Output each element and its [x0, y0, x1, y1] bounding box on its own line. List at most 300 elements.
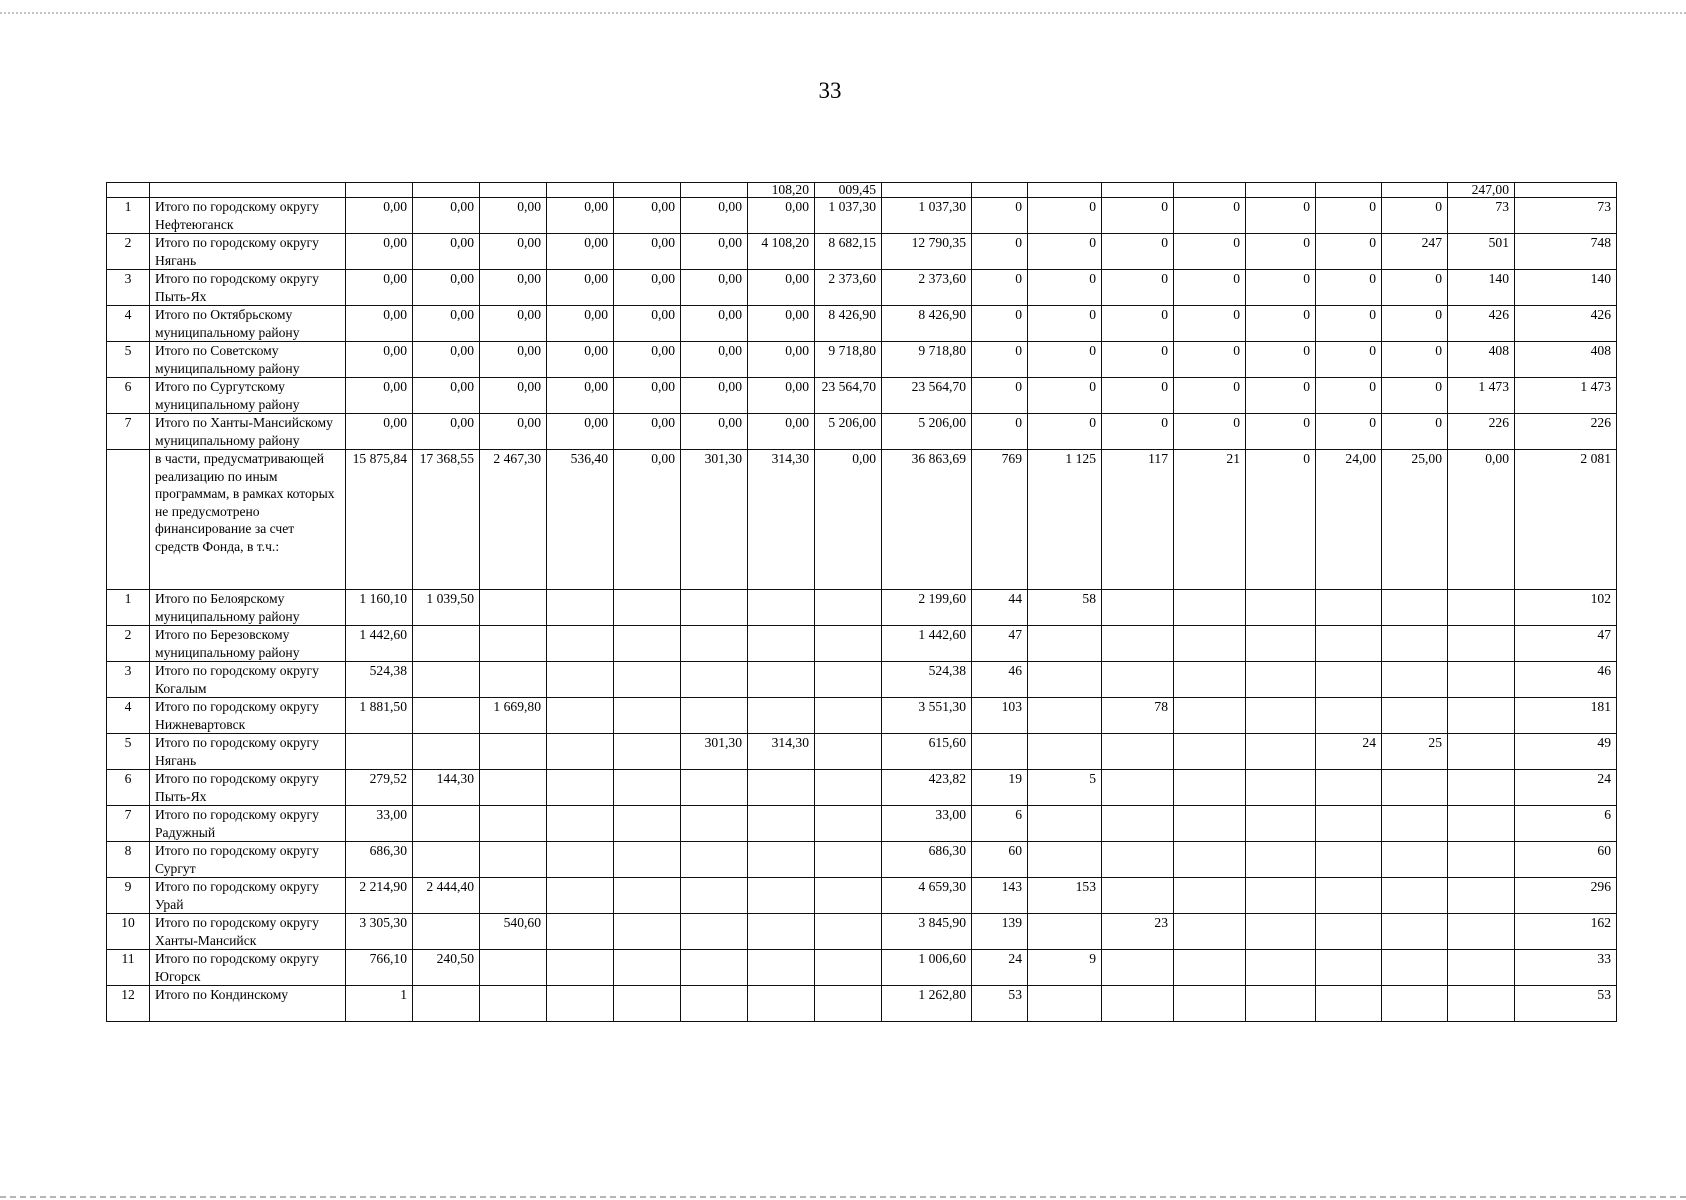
row-number: 5: [107, 734, 150, 770]
value-cell: 24,00: [1316, 450, 1382, 590]
value-cell: 0: [1316, 306, 1382, 342]
value-cell: 0: [1246, 198, 1316, 234]
value-cell: 501: [1448, 234, 1515, 270]
cell: [614, 183, 681, 198]
value-cell: [681, 950, 748, 986]
row-label: Итого по городскому округу Нягань: [150, 234, 346, 270]
value-cell: 0: [1102, 414, 1174, 450]
value-cell: [1316, 914, 1382, 950]
value-cell: 0: [972, 270, 1028, 306]
value-cell: [748, 662, 815, 698]
row-label: Итого по городскому округу Югорск: [150, 950, 346, 986]
value-cell: 766,10: [346, 950, 413, 986]
value-cell: [1448, 734, 1515, 770]
value-cell: [1382, 842, 1448, 878]
value-cell: [1382, 626, 1448, 662]
value-cell: [547, 878, 614, 914]
value-cell: [681, 914, 748, 950]
value-cell: [1028, 734, 1102, 770]
value-cell: 33,00: [882, 806, 972, 842]
value-cell: [1246, 986, 1316, 1022]
value-cell: 60: [1515, 842, 1617, 878]
value-cell: [547, 914, 614, 950]
value-cell: 23 564,70: [882, 378, 972, 414]
value-cell: [1316, 698, 1382, 734]
value-cell: 301,30: [681, 450, 748, 590]
value-cell: 0: [1316, 342, 1382, 378]
value-cell: 0: [1316, 270, 1382, 306]
value-cell: 2 214,90: [346, 878, 413, 914]
value-cell: 0: [1102, 306, 1174, 342]
value-cell: 0,00: [748, 378, 815, 414]
table-row: [107, 950, 1617, 986]
value-cell: [748, 770, 815, 806]
value-cell: [413, 662, 480, 698]
value-cell: [1028, 662, 1102, 698]
value-cell: 0,00: [413, 234, 480, 270]
value-cell: 0,00: [480, 198, 547, 234]
table-row: [107, 734, 1617, 770]
value-cell: 0,00: [614, 450, 681, 590]
value-cell: [413, 986, 480, 1022]
value-cell: [547, 842, 614, 878]
value-cell: 12 790,35: [882, 234, 972, 270]
scan-edge-top: [0, 12, 1686, 14]
cell: [681, 183, 748, 198]
cell: 009,45: [815, 183, 882, 198]
cell: [1102, 183, 1174, 198]
value-cell: [815, 914, 882, 950]
value-cell: 0,00: [681, 414, 748, 450]
value-cell: [614, 590, 681, 626]
value-cell: 21: [1174, 450, 1246, 590]
value-cell: 226: [1515, 414, 1617, 450]
value-cell: 139: [972, 914, 1028, 950]
value-cell: [480, 842, 547, 878]
scan-edge-bottom: [0, 1196, 1686, 1198]
value-cell: 2 373,60: [815, 270, 882, 306]
value-cell: 0: [1102, 378, 1174, 414]
cell: [346, 183, 413, 198]
value-cell: 6: [1515, 806, 1617, 842]
value-cell: [815, 878, 882, 914]
value-cell: 8 426,90: [882, 306, 972, 342]
value-cell: [1102, 986, 1174, 1022]
row-label: Итого по городскому округу Пыть-Ях: [150, 270, 346, 306]
value-cell: [1246, 734, 1316, 770]
value-cell: [815, 842, 882, 878]
cell: [413, 183, 480, 198]
value-cell: [1246, 626, 1316, 662]
row-number: 2: [107, 626, 150, 662]
value-cell: [1316, 770, 1382, 806]
value-cell: 24: [972, 950, 1028, 986]
value-cell: 5 206,00: [815, 414, 882, 450]
value-cell: 0,00: [346, 306, 413, 342]
value-cell: 0,00: [748, 414, 815, 450]
value-cell: [1246, 842, 1316, 878]
row-label: Итого по городскому округу Когалым: [150, 662, 346, 698]
row-number: 12: [107, 986, 150, 1022]
page-number: 33: [818, 78, 842, 103]
value-cell: [1102, 842, 1174, 878]
value-cell: [748, 986, 815, 1022]
row-label: в части, предусматривающей реализацию по иным программам, в рамках которых не предусмотрено финансирование за счет средств Фонда, в т.ч.:: [150, 450, 346, 590]
value-cell: 0,00: [748, 198, 815, 234]
value-cell: 314,30: [748, 734, 815, 770]
value-cell: 9: [1028, 950, 1102, 986]
value-cell: [547, 986, 614, 1022]
table-row: [107, 414, 1617, 450]
value-cell: [1102, 770, 1174, 806]
row-number: 1: [107, 198, 150, 234]
value-cell: 23 564,70: [815, 378, 882, 414]
value-cell: [1448, 662, 1515, 698]
value-cell: [1316, 806, 1382, 842]
row-label: Итого по Ханты-Мансийскому муниципальному району: [150, 414, 346, 450]
value-cell: 2 467,30: [480, 450, 547, 590]
value-cell: [815, 662, 882, 698]
value-cell: 524,38: [882, 662, 972, 698]
table-row: [107, 770, 1617, 806]
value-cell: [1028, 842, 1102, 878]
value-cell: 0: [1174, 342, 1246, 378]
value-cell: 0,00: [681, 270, 748, 306]
row-number: 9: [107, 878, 150, 914]
value-cell: [1174, 590, 1246, 626]
value-cell: [480, 806, 547, 842]
value-cell: 0,00: [480, 342, 547, 378]
value-cell: 0: [1382, 342, 1448, 378]
value-cell: [815, 734, 882, 770]
row-number: 3: [107, 270, 150, 306]
value-cell: [547, 626, 614, 662]
value-cell: 0,00: [413, 414, 480, 450]
value-cell: [1102, 878, 1174, 914]
value-cell: 44: [972, 590, 1028, 626]
row-number: 11: [107, 950, 150, 986]
value-cell: 301,30: [681, 734, 748, 770]
value-cell: 53: [1515, 986, 1617, 1022]
value-cell: 0: [1028, 378, 1102, 414]
value-cell: [1246, 698, 1316, 734]
value-cell: 53: [972, 986, 1028, 1022]
value-cell: 0: [1102, 342, 1174, 378]
value-cell: 0,00: [346, 270, 413, 306]
cell: [107, 183, 150, 198]
row-number: 7: [107, 806, 150, 842]
value-cell: 3 551,30: [882, 698, 972, 734]
value-cell: [614, 770, 681, 806]
value-cell: 73: [1515, 198, 1617, 234]
value-cell: 144,30: [413, 770, 480, 806]
value-cell: 181: [1515, 698, 1617, 734]
row-label: Итого по Белоярскому муниципальному району: [150, 590, 346, 626]
value-cell: 0: [1316, 414, 1382, 450]
value-cell: 23: [1102, 914, 1174, 950]
value-cell: 1: [346, 986, 413, 1022]
value-cell: [681, 842, 748, 878]
value-cell: 226: [1448, 414, 1515, 450]
value-cell: 103: [972, 698, 1028, 734]
value-cell: [815, 806, 882, 842]
value-cell: [1448, 698, 1515, 734]
row-label: Итого по городскому округу Ханты-Мансийск: [150, 914, 346, 950]
data-table: [106, 182, 1617, 1022]
value-cell: [480, 986, 547, 1022]
value-cell: 0: [1246, 378, 1316, 414]
value-cell: 0,00: [614, 342, 681, 378]
value-cell: [1316, 842, 1382, 878]
row-label: Итого по Кондинскому: [150, 986, 346, 1022]
value-cell: [681, 626, 748, 662]
row-number: 7: [107, 414, 150, 450]
row-label: Итого по городскому округу Радужный: [150, 806, 346, 842]
value-cell: 426: [1515, 306, 1617, 342]
row-number: 6: [107, 378, 150, 414]
row-label: Итого по Сургутскому муниципальному району: [150, 378, 346, 414]
value-cell: [480, 734, 547, 770]
row-number: 10: [107, 914, 150, 950]
value-cell: 60: [972, 842, 1028, 878]
value-cell: 748: [1515, 234, 1617, 270]
row-label: Итого по Березовскому муниципальному району: [150, 626, 346, 662]
value-cell: 686,30: [346, 842, 413, 878]
value-cell: 0,00: [614, 234, 681, 270]
table-row: [107, 626, 1617, 662]
value-cell: [1382, 878, 1448, 914]
value-cell: 0,00: [681, 234, 748, 270]
value-cell: [547, 770, 614, 806]
value-cell: [547, 734, 614, 770]
value-cell: [1448, 914, 1515, 950]
value-cell: 46: [972, 662, 1028, 698]
table-row: [107, 198, 1617, 234]
value-cell: 0: [972, 414, 1028, 450]
value-cell: 0: [1028, 306, 1102, 342]
value-cell: [413, 734, 480, 770]
value-cell: 102: [1515, 590, 1617, 626]
value-cell: [681, 878, 748, 914]
row-label: Итого по Советскому муниципальному району: [150, 342, 346, 378]
value-cell: [1246, 662, 1316, 698]
value-cell: [1382, 662, 1448, 698]
value-cell: [1028, 806, 1102, 842]
row-number: 2: [107, 234, 150, 270]
value-cell: [1382, 698, 1448, 734]
value-cell: 0: [1028, 342, 1102, 378]
value-cell: [1102, 734, 1174, 770]
value-cell: 0: [1102, 198, 1174, 234]
value-cell: 0,00: [748, 342, 815, 378]
value-cell: [1448, 770, 1515, 806]
value-cell: 8 682,15: [815, 234, 882, 270]
value-cell: [614, 986, 681, 1022]
table-row: [107, 662, 1617, 698]
value-cell: [1316, 986, 1382, 1022]
value-cell: [815, 986, 882, 1022]
value-cell: 1 125: [1028, 450, 1102, 590]
cell: [1316, 183, 1382, 198]
value-cell: [1028, 698, 1102, 734]
cell: [1174, 183, 1246, 198]
value-cell: 73: [1448, 198, 1515, 234]
value-cell: [815, 590, 882, 626]
value-cell: [480, 662, 547, 698]
value-cell: 0: [1316, 378, 1382, 414]
value-cell: 314,30: [748, 450, 815, 590]
table-row: [107, 698, 1617, 734]
value-cell: 0,00: [346, 234, 413, 270]
table-row: [107, 342, 1617, 378]
value-cell: 140: [1515, 270, 1617, 306]
row-label: Итого по городскому округу Сургут: [150, 842, 346, 878]
table-row: [107, 306, 1617, 342]
value-cell: 1 669,80: [480, 698, 547, 734]
value-cell: 6: [972, 806, 1028, 842]
value-cell: [1102, 626, 1174, 662]
value-cell: [1448, 986, 1515, 1022]
value-cell: [614, 950, 681, 986]
value-cell: [614, 698, 681, 734]
value-cell: 0,00: [480, 414, 547, 450]
value-cell: 536,40: [547, 450, 614, 590]
value-cell: 0,00: [547, 342, 614, 378]
value-cell: 1 881,50: [346, 698, 413, 734]
value-cell: 0,00: [480, 234, 547, 270]
value-cell: [614, 734, 681, 770]
value-cell: [681, 698, 748, 734]
value-cell: [1246, 770, 1316, 806]
value-cell: 2 373,60: [882, 270, 972, 306]
value-cell: 0: [1382, 378, 1448, 414]
value-cell: 279,52: [346, 770, 413, 806]
value-cell: 0: [1174, 234, 1246, 270]
value-cell: [614, 878, 681, 914]
value-cell: [1102, 590, 1174, 626]
value-cell: 0: [1174, 198, 1246, 234]
value-cell: 0,00: [681, 306, 748, 342]
value-cell: 1 037,30: [882, 198, 972, 234]
value-cell: 0,00: [614, 198, 681, 234]
value-cell: 1 006,60: [882, 950, 972, 986]
value-cell: [1316, 878, 1382, 914]
value-cell: [1246, 590, 1316, 626]
value-cell: 0: [1174, 306, 1246, 342]
value-cell: 1 160,10: [346, 590, 413, 626]
value-cell: [748, 806, 815, 842]
value-cell: [1448, 950, 1515, 986]
table-row: [107, 842, 1617, 878]
value-cell: [1174, 662, 1246, 698]
row-label: Итого по городскому округу Нефтеюганск: [150, 198, 346, 234]
value-cell: [681, 590, 748, 626]
value-cell: [1448, 590, 1515, 626]
value-cell: 247: [1382, 234, 1448, 270]
value-cell: 36 863,69: [882, 450, 972, 590]
value-cell: 0,00: [547, 198, 614, 234]
value-cell: [480, 590, 547, 626]
table-body: [107, 183, 1617, 1022]
value-cell: 0,00: [346, 342, 413, 378]
cell: [150, 183, 346, 198]
value-cell: [1174, 878, 1246, 914]
value-cell: 117: [1102, 450, 1174, 590]
value-cell: [413, 806, 480, 842]
value-cell: [1028, 986, 1102, 1022]
value-cell: [1316, 590, 1382, 626]
value-cell: [1316, 626, 1382, 662]
table-row: [107, 590, 1617, 626]
value-cell: 0: [1246, 342, 1316, 378]
table-row-section: [107, 450, 1617, 590]
table-row: [107, 806, 1617, 842]
row-number: 4: [107, 698, 150, 734]
value-cell: [681, 770, 748, 806]
value-cell: [1102, 806, 1174, 842]
value-cell: 0,00: [480, 378, 547, 414]
value-cell: 0: [1174, 378, 1246, 414]
value-cell: 0: [972, 306, 1028, 342]
row-number: [107, 450, 150, 590]
value-cell: 0,00: [748, 306, 815, 342]
value-cell: 0: [1382, 414, 1448, 450]
value-cell: 0: [1028, 270, 1102, 306]
row-number: 5: [107, 342, 150, 378]
value-cell: [1382, 986, 1448, 1022]
value-cell: 1 039,50: [413, 590, 480, 626]
value-cell: [1102, 950, 1174, 986]
value-cell: 0,00: [547, 270, 614, 306]
value-cell: 2 081: [1515, 450, 1617, 590]
value-cell: [1174, 626, 1246, 662]
value-cell: [1102, 662, 1174, 698]
value-cell: [547, 950, 614, 986]
value-cell: [480, 950, 547, 986]
value-cell: 408: [1448, 342, 1515, 378]
value-cell: 0: [1028, 234, 1102, 270]
value-cell: 0,00: [681, 198, 748, 234]
value-cell: 143: [972, 878, 1028, 914]
value-cell: 15 875,84: [346, 450, 413, 590]
value-cell: 0,00: [614, 270, 681, 306]
value-cell: 4 108,20: [748, 234, 815, 270]
value-cell: 3 845,90: [882, 914, 972, 950]
value-cell: 0: [1382, 198, 1448, 234]
value-cell: 0,00: [413, 270, 480, 306]
value-cell: [815, 770, 882, 806]
row-number: 6: [107, 770, 150, 806]
value-cell: 0: [972, 378, 1028, 414]
row-label: Итого по городскому округу Нягань: [150, 734, 346, 770]
table-row: [107, 986, 1617, 1022]
value-cell: 0,00: [547, 414, 614, 450]
value-cell: [1382, 770, 1448, 806]
value-cell: [748, 914, 815, 950]
value-cell: 540,60: [480, 914, 547, 950]
value-cell: [1174, 914, 1246, 950]
value-cell: [748, 950, 815, 986]
value-cell: 47: [972, 626, 1028, 662]
value-cell: [547, 662, 614, 698]
value-cell: 0,00: [413, 342, 480, 378]
value-cell: [1174, 734, 1246, 770]
cell: 247,00: [1448, 183, 1515, 198]
value-cell: 0,00: [413, 198, 480, 234]
value-cell: [547, 698, 614, 734]
value-cell: 0: [1174, 270, 1246, 306]
value-cell: 0: [1246, 414, 1316, 450]
